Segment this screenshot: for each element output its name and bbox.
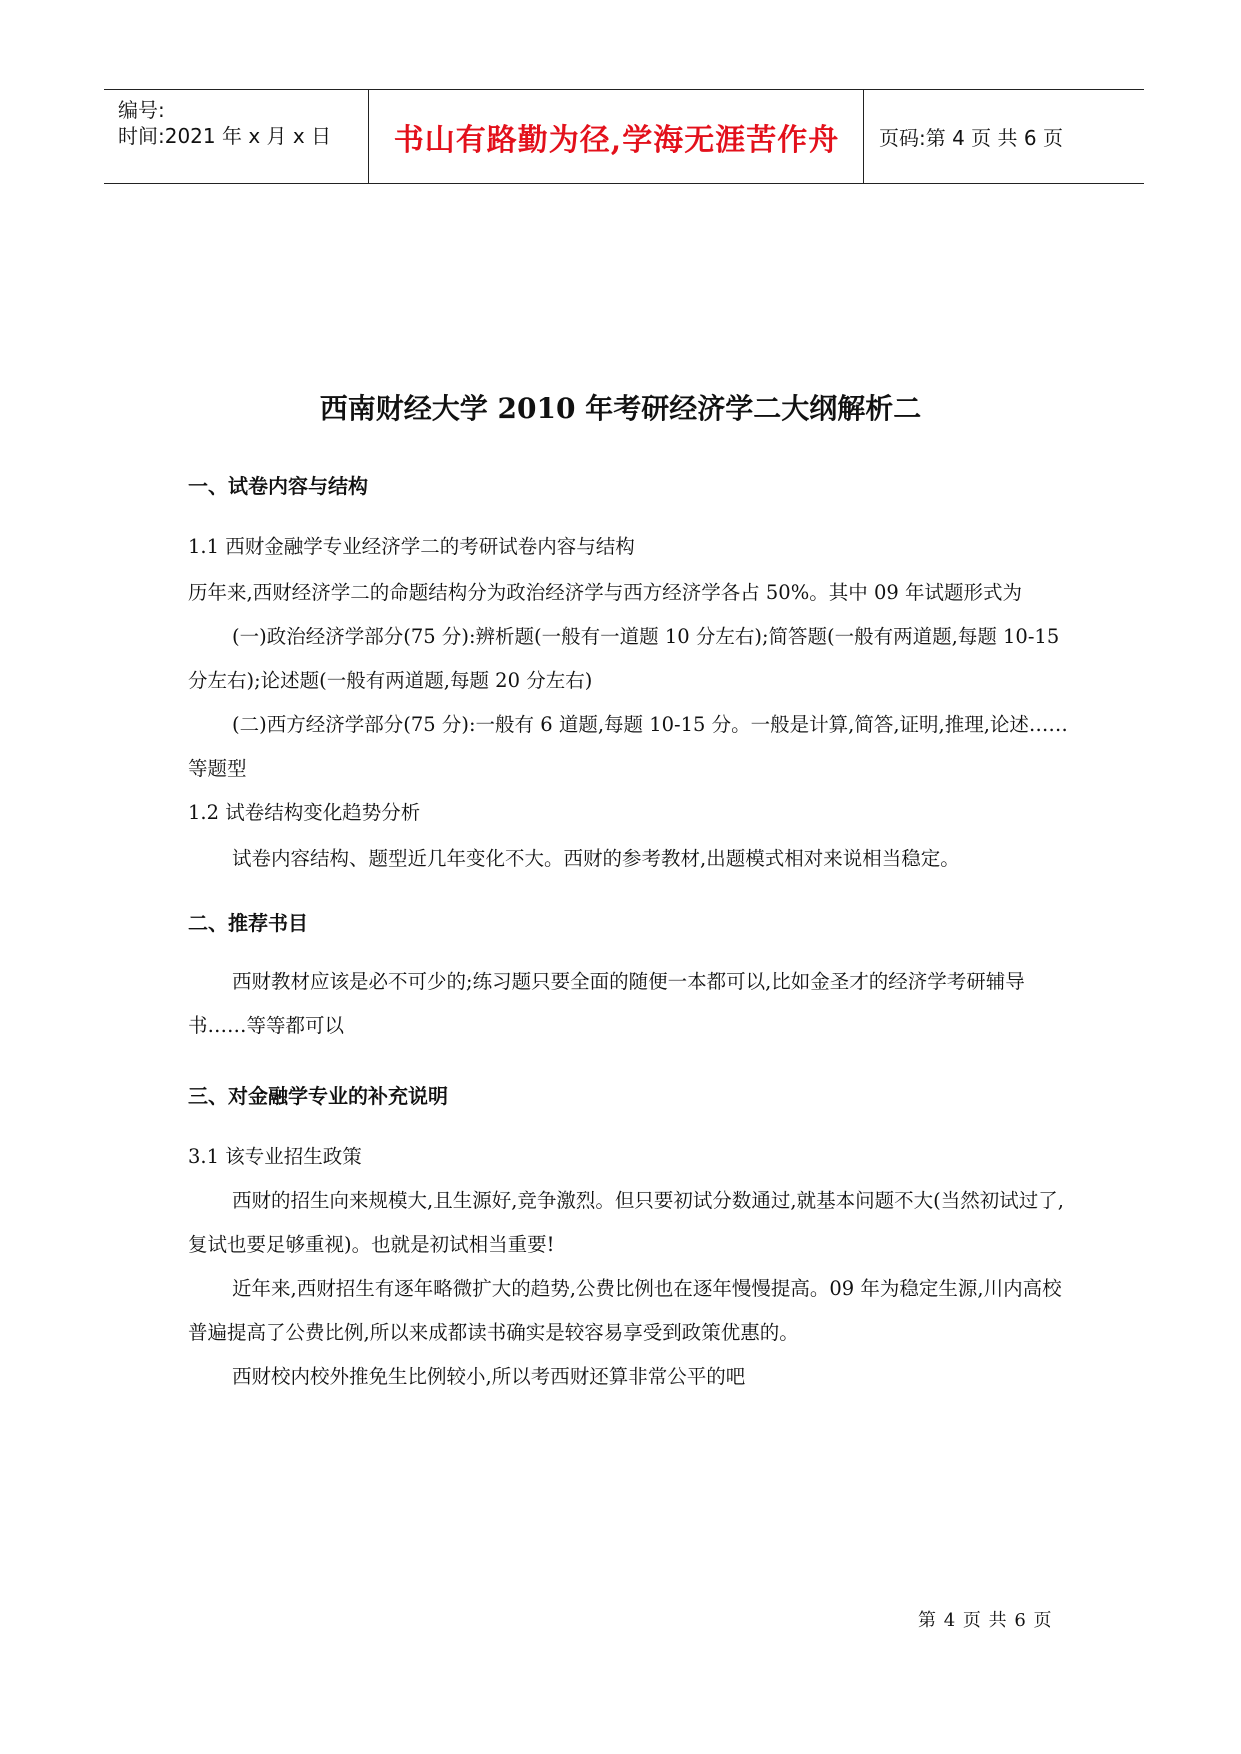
time-label: 时间:2021 年 x 月 x 日 xyxy=(118,124,332,148)
paragraph: (二)西方经济学部分(75 分):一般有 6 道题,每题 10-15 分。一般是计算,简答,证明,推理,论述……等题型 xyxy=(188,713,1068,780)
paragraph: 历年来,西财经济学二的命题结构分为政治经济学与西方经济学各占 50%。其中 09 年试题形式为 xyxy=(188,581,1022,604)
header-page-cell xyxy=(865,90,1144,183)
header-motto-cell xyxy=(370,90,864,183)
page-footer: 第 4 页 共 6 页 xyxy=(918,1610,1053,1631)
paragraph: 试卷内容结构、题型近几年变化不大。西财的参考教材,出题模式相对来说相当稳定。 xyxy=(232,847,960,870)
page-header xyxy=(104,89,1144,184)
header-left-cell xyxy=(104,90,369,183)
subsection-1-2: 1.2 试卷结构变化趋势分析 xyxy=(188,801,421,824)
motto-text: 书山有路勤为径,学海无涯苦作舟 xyxy=(393,122,840,158)
document-title: 西南财经大学 2010 年考研经济学二大纲解析二 xyxy=(319,392,922,425)
paragraph: 近年来,西财招生有逐年略微扩大的趋势,公费比例也在逐年慢慢提高。09 年为稳定生源,川内高校普遍提高了公费比例,所以来成都读书确实是较容易享受到政策优惠的。 xyxy=(188,1277,1062,1344)
section-heading-1: 一、试卷内容与结构 xyxy=(188,474,368,498)
page-label: 页码:第 4 页 共 6 页 xyxy=(879,126,1063,150)
paragraph: 西财校内校外推免生比例较小,所以考西财还算非常公平的吧 xyxy=(232,1365,746,1388)
section-heading-2: 二、推荐书目 xyxy=(188,911,308,935)
subsection-3-1: 3.1 该专业招生政策 xyxy=(188,1145,362,1168)
paragraph: (一)政治经济学部分(75 分):辨析题(一般有一道题 10 分左右);简答题(一般有两道题,每题 10-15 分左右);论述题(一般有两道题,每题 20 分左右) xyxy=(188,625,1060,692)
paragraph: 西财的招生向来规模大,且生源好,竞争激烈。但只要初试分数通过,就基本问题不大(当然初试过了,复试也要足够重视)。也就是初试相当重要! xyxy=(188,1189,1064,1256)
number-label: 编号: xyxy=(118,98,165,122)
subsection-1-1: 1.1 西财金融学专业经济学二的考研试卷内容与结构 xyxy=(188,535,635,558)
section-heading-3: 三、对金融学专业的补充说明 xyxy=(188,1084,448,1108)
document-body xyxy=(188,470,1068,1399)
paragraph: 西财教材应该是必不可少的;练习题只要全面的随便一本都可以,比如金圣才的经济学考研辅导书……等等都可以 xyxy=(188,970,1025,1037)
